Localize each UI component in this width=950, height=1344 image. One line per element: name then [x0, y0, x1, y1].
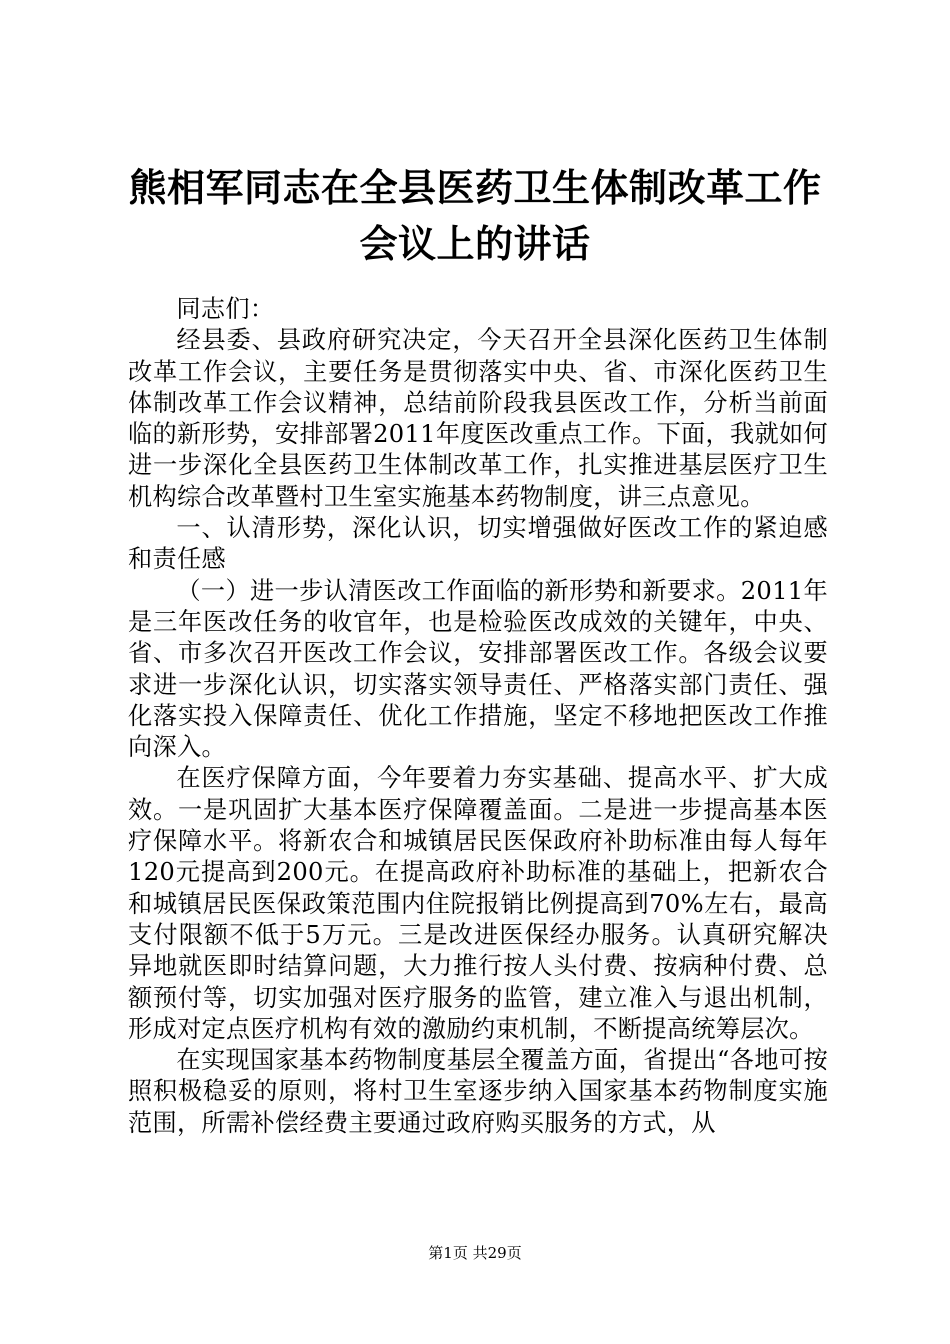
intro-paragraph: 经县委、县政府研究决定，今天召开全县深化医药卫生体制改革工作会议，主要任务是贯彻落实中央、省、市深化医药卫生体制改革工作会议精神，总结前阶段我县医改工作，分析当前面临的新形势，安排部署2011年度医改重点工作。下面，我就如何进一步深化全县医药卫生体制改革工作，扎实推进基层医疗卫生机构综合改革暨村卫生室实施基本药物制度，讲三点意见。	[128, 326, 828, 511]
salutation-paragraph: 同志们：	[176, 295, 275, 323]
document-title: 熊相军同志在全县医药卫生体制改革工作会议上的讲话	[128, 166, 822, 266]
document-body	[128, 294, 828, 1139]
section-heading: 一、认清形势，深化认识，切实增强做好医改工作的紧迫感和责任感	[128, 514, 828, 574]
medical-insurance-paragraph: 在医疗保障方面，今年要着力夯实基础、提高水平、扩大成效。一是巩固扩大基本医疗保障覆盖面。二是进一步提高基本医疗保障水平。将新农合和城镇居民医保政府补助标准由每人每年120元提高到200元。在提高政府补助标准的基础上，把新农合和城镇居民医保政策范围内住院报销比例提高到70%左右，最高支付限额不低于5万元。三是改进医保经办服务。认真研究解决异地就医即时结算问题，大力推行按人头付费、按病种付费、总额预付等，切实加强对医疗服务的监管，建立准入与退出机制，形成对定点医疗机构有效的激励约束机制，不断提高统筹层次。	[128, 764, 828, 1043]
essential-drugs-paragraph: 在实现国家基本药物制度基层全覆盖方面，省提出“各地可按照积极稳妥的原则，将村卫生室逐步纳入国家基本药物制度实施范围，所需补偿经费主要通过政府购买服务的方式，从	[128, 1046, 828, 1137]
page-number-footer: 第1页 共29页	[428, 1244, 522, 1262]
subsection-paragraph: （一）进一步认清医改工作面临的新形势和新要求。2011年是三年医改任务的收官年，也是检验医改成效的关键年，中央、省、市多次召开医改工作会议，安排部署医改工作。各级会议要求进一步深化认识，切实落实领导责任、严格落实部门责任、强化落实投入保障责任、优化工作措施，坚定不移地把医改工作推向深入。	[128, 576, 828, 762]
